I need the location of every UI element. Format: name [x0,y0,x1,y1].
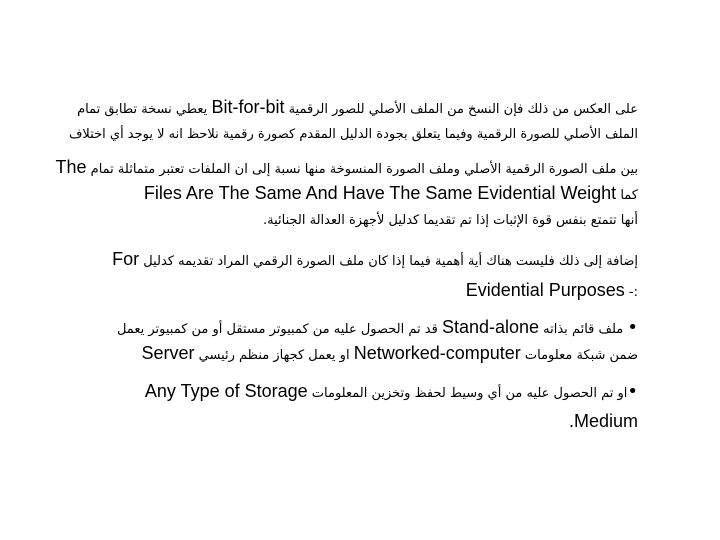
text-segment: ضمن شبكة معلومات [520,348,638,363]
term-evidential-purposes: Evidential Purposes [465,280,625,300]
term-medium: .Medium [568,411,638,431]
text-segment: بين ملف الصورة الرقمية الأصلي وملف الصورة المنسوخة منها نسبة إلى ان الملفات تعتبر متماثلة تمام [86,162,638,177]
paragraph2-line2 [46,279,638,304]
text-segment: على العكس من ذلك فإن النسخ من الملف الأصلي للصور الرقمية [284,102,638,117]
term-stand-alone: Stand-alone [441,317,540,337]
term-networked-computer: Networked-computer [353,343,521,363]
text-segment: إضافة إلى ذلك فليست هناك أية أهمية فيما إذا كان ملف الصورة الرقمي المراد تقديمه كدليل [139,254,638,269]
bullet2-line2 [46,410,638,435]
text-segment: كما [616,188,638,203]
paragraph2-line1 [46,248,638,273]
text-segment: -: [624,285,638,300]
bullet1-line2 [46,342,638,367]
bullet-marker: • [627,381,638,402]
paragraph1-line3 [46,156,638,181]
text-segment: قد تم الحصول عليه من كمبيوتر مستقل أو من كمبيوتر يعمل [116,322,442,337]
term-the: The [55,157,87,177]
text-segment: او يعمل كجهاز منظم رئيسي [194,348,354,363]
term-server: Server [141,343,195,363]
paragraph1-line5: أنها تتمتع بنفس قوة الإثبات إذا تم تقديما كدليل لأجهزة العدالة الجنائية. [262,213,638,228]
paragraph1-line1 [46,96,638,121]
bullet1-line1 [46,316,638,341]
paragraph1-line4 [46,182,638,207]
bullet2-line1 [46,380,638,405]
term-bit-for-bit: Bit-for-bit [211,97,285,117]
paragraph1-line2: الملف الأصلي للصورة الرقمية وفيما يتعلق بجودة الدليل المقدم كصورة رقمية نلاحظ انه لا يوجد أي اختلاف [68,127,638,142]
term-for: For [112,249,140,269]
text-segment: ملف قائم بذاته [539,322,628,337]
text-segment: او تم الحصول عليه من أي وسيط لحفظ وتخزين المعلومات [307,386,628,401]
term-any-type-of-storage: Any Type of Storage [144,381,308,401]
term-files-same-weight: Files Are The Same And Have The Same Evidential Weight [143,183,617,203]
bullet-marker: • [627,317,638,338]
text-segment: يعطي نسخة تطابق تمام [77,102,212,117]
